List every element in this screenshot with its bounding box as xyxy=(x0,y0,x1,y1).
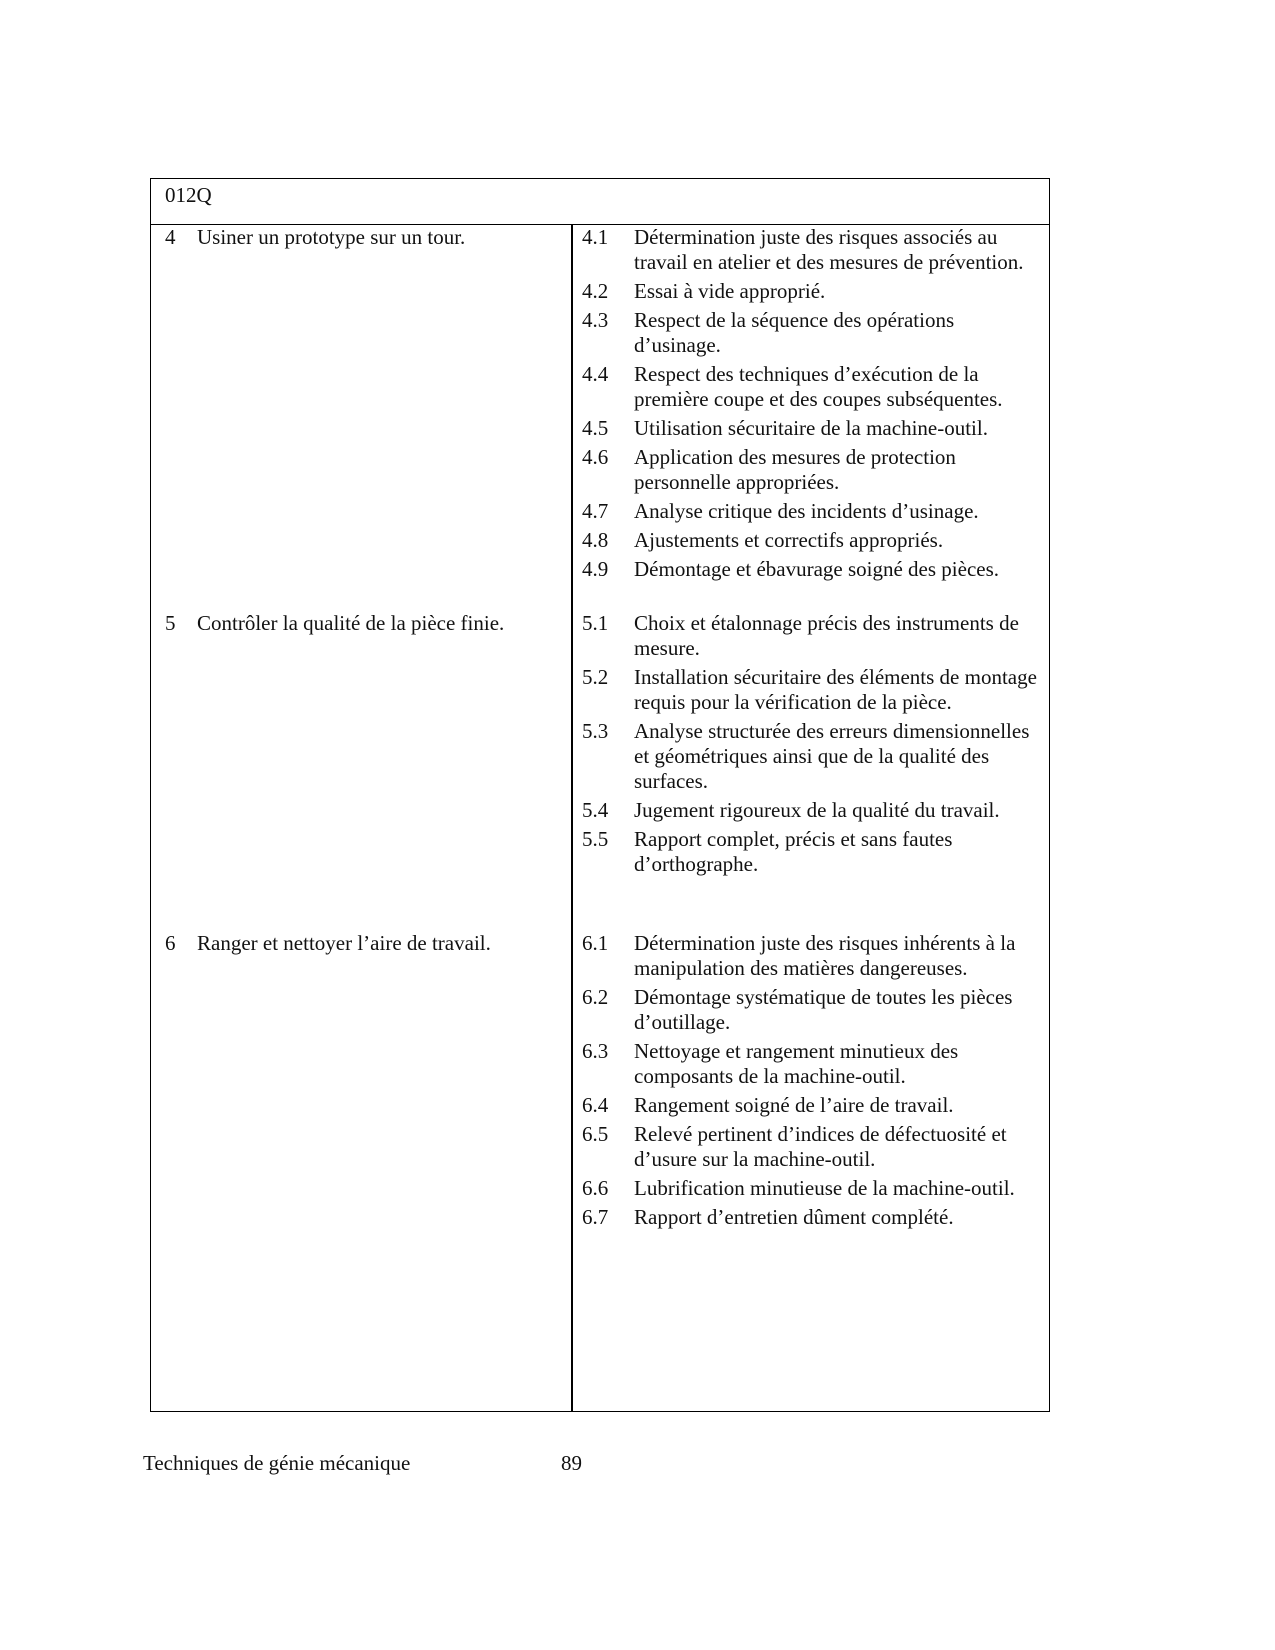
criterion-number: 4.7 xyxy=(582,499,609,523)
criterion-text: Détermination juste des risques inhérents à la manipulation des matières dangereuses. xyxy=(634,931,1016,980)
criterion-number: 6.7 xyxy=(582,1205,609,1229)
criterion-item xyxy=(582,665,1042,715)
criterion-text: Jugement rigoureux de la qualité du travail. xyxy=(634,798,1000,822)
criterion-text: Ajustements et correctifs appropriés. xyxy=(634,528,944,552)
element-text: Contrôler la qualité de la pièce finie. xyxy=(197,611,505,635)
element-number: 5 xyxy=(165,611,176,635)
criterion-text: Respect de la séquence des opérations d’usinage. xyxy=(634,308,955,357)
criterion-text: Utilisation sécuritaire de la machine-outil. xyxy=(634,416,988,440)
criterion-text: Détermination juste des risques associés au travail en atelier et des mesures de prévention. xyxy=(634,225,1024,274)
criterion-item xyxy=(582,528,1042,553)
element-row xyxy=(165,611,504,636)
criterion-number: 5.2 xyxy=(582,665,609,689)
criterion-number: 5.1 xyxy=(582,611,609,635)
criterion-number: 5.5 xyxy=(582,827,609,851)
criterion-item xyxy=(582,445,1042,495)
criterion-text: Démontage et ébavurage soigné des pièces. xyxy=(634,557,1000,581)
criterion-item xyxy=(582,931,1042,981)
criterion-item xyxy=(582,611,1042,661)
element-text: Ranger et nettoyer l’aire de travail. xyxy=(197,931,491,955)
criterion-text: Rangement soigné de l’aire de travail. xyxy=(634,1093,954,1117)
criterion-item xyxy=(582,225,1042,275)
criterion-text: Analyse structurée des erreurs dimensionnelles et géométriques ainsi que de la qualité des surfaces. xyxy=(634,719,1030,793)
criterion-item xyxy=(582,499,1042,524)
criterion-text: Rapport d’entretien dûment complété. xyxy=(634,1205,954,1229)
criterion-item xyxy=(582,1122,1042,1172)
criterion-text: Relevé pertinent d’indices de défectuosité et d’usure sur la machine-outil. xyxy=(634,1122,1007,1171)
criterion-text: Analyse critique des incidents d’usinage. xyxy=(634,499,979,523)
criterion-number: 6.6 xyxy=(582,1176,609,1200)
criterion-text: Démontage systématique de toutes les pièces d’outillage. xyxy=(634,985,1013,1034)
element-number: 4 xyxy=(165,225,176,249)
footer-title: Techniques de génie mécanique xyxy=(143,1451,411,1475)
criterion-number: 6.1 xyxy=(582,931,609,955)
criterion-item xyxy=(582,1093,1042,1118)
criterion-item xyxy=(582,1039,1042,1089)
criterion-item xyxy=(582,1205,1042,1230)
criteria-group xyxy=(582,225,1042,586)
criterion-number: 4.4 xyxy=(582,362,609,386)
criterion-text: Essai à vide approprié. xyxy=(634,279,826,303)
competency-table xyxy=(150,178,1050,1412)
criteria-group xyxy=(582,931,1042,1234)
criterion-text: Respect des techniques d’exécution de la première coupe et des coupes subséquentes. xyxy=(634,362,1003,411)
criterion-text: Rapport complet, précis et sans fautes d’orthographe. xyxy=(634,827,953,876)
criterion-item xyxy=(582,1176,1042,1201)
criterion-number: 6.4 xyxy=(582,1093,609,1117)
table-header xyxy=(151,179,1049,225)
element-row xyxy=(165,931,491,956)
criterion-item xyxy=(582,985,1042,1035)
criterion-number: 4.8 xyxy=(582,528,609,552)
element-text: Usiner un prototype sur un tour. xyxy=(197,225,466,249)
criterion-item xyxy=(582,719,1042,794)
criterion-number: 6.5 xyxy=(582,1122,609,1146)
criterion-item xyxy=(582,279,1042,304)
criterion-item xyxy=(582,827,1042,877)
criterion-number: 4.9 xyxy=(582,557,609,581)
criterion-number: 4.6 xyxy=(582,445,609,469)
criterion-text: Installation sécuritaire des éléments de montage requis pour la vérification de la pièce. xyxy=(634,665,1037,714)
competency-code: 012Q xyxy=(165,183,212,207)
criterion-item xyxy=(582,308,1042,358)
criterion-number: 4.3 xyxy=(582,308,609,332)
element-row xyxy=(165,225,465,250)
criterion-item xyxy=(582,557,1042,582)
criteria-group xyxy=(582,611,1042,881)
column-divider xyxy=(571,224,573,1411)
criterion-number: 5.3 xyxy=(582,719,609,743)
criterion-number: 6.2 xyxy=(582,985,609,1009)
criterion-number: 4.5 xyxy=(582,416,609,440)
criterion-text: Application des mesures de protection personnelle appropriées. xyxy=(634,445,956,494)
criterion-text: Choix et étalonnage précis des instruments de mesure. xyxy=(634,611,1019,660)
criterion-number: 4.1 xyxy=(582,225,609,249)
criterion-number: 5.4 xyxy=(582,798,609,822)
criterion-item xyxy=(582,416,1042,441)
criterion-item xyxy=(582,362,1042,412)
criterion-number: 4.2 xyxy=(582,279,609,303)
criterion-text: Lubrification minutieuse de la machine-outil. xyxy=(634,1176,1015,1200)
criterion-number: 6.3 xyxy=(582,1039,609,1063)
criterion-text: Nettoyage et rangement minutieux des composants de la machine-outil. xyxy=(634,1039,959,1088)
element-number: 6 xyxy=(165,931,176,955)
criterion-item xyxy=(582,798,1042,823)
page-number: 89 xyxy=(561,1451,582,1475)
